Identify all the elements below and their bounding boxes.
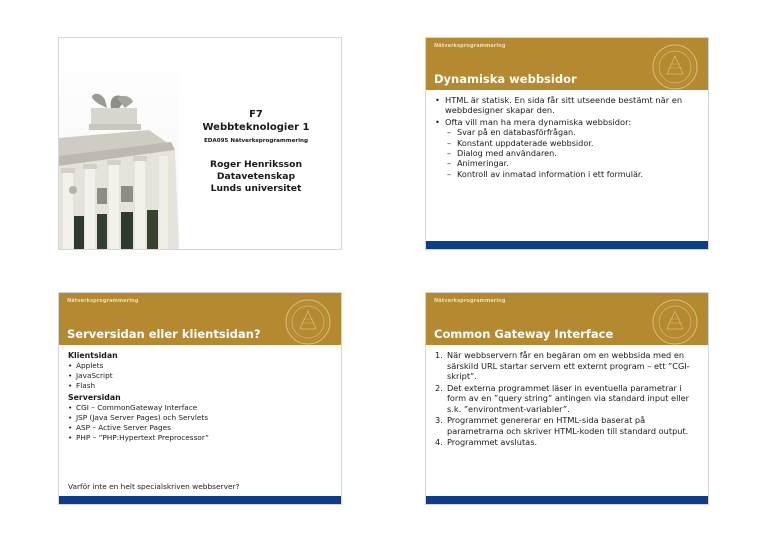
slide-body bbox=[435, 95, 700, 180]
slide-body bbox=[68, 350, 333, 443]
bullet-item: • Flash bbox=[68, 381, 333, 391]
bullet-item: • ASP – Active Server Pages bbox=[68, 423, 333, 433]
sub-bullet-item: – Svar på en databasförfrågan. bbox=[447, 127, 700, 137]
university-name: Lunds universitet bbox=[210, 183, 302, 194]
bullet-item: • HTML är statisk. En sida får sitt utseende bestämt när en webbdesigner skapar den. bbox=[435, 95, 700, 116]
course-kicker: Nätverksprogrammering bbox=[67, 298, 139, 304]
lecture-title: Webbteknologier 1 bbox=[202, 122, 310, 133]
numbered-step: 3. Programmet genererar en HTML-sida baserat på parametrarna och skriver HTML-koden till standard output. bbox=[435, 415, 689, 436]
lecture-number: F7 bbox=[249, 109, 263, 120]
slide-footer-bar bbox=[59, 496, 341, 504]
slide-title bbox=[58, 37, 342, 250]
slide-footer-bar bbox=[426, 241, 708, 249]
lund-university-seal-icon bbox=[283, 297, 333, 347]
course-kicker: Nätverksprogrammering bbox=[434, 298, 506, 304]
client-side-heading: Klientsidan bbox=[68, 351, 118, 360]
bullet-item: • Applets bbox=[68, 361, 333, 371]
slide-header bbox=[426, 38, 708, 90]
slide-footer-bar bbox=[426, 496, 708, 504]
bullet-item: • JSP (Java Server Pages) och Servlets bbox=[68, 413, 333, 423]
slide-common-gateway-interface bbox=[425, 292, 709, 505]
slide-title: Common Gateway Interface bbox=[434, 327, 614, 341]
author-name: Roger Henriksson bbox=[210, 159, 302, 170]
bullet-item: • CGI – CommonGateway Interface bbox=[68, 403, 333, 413]
slide-body bbox=[435, 350, 700, 449]
title-block bbox=[169, 108, 342, 195]
slide-title: Serversidan eller klientsidan? bbox=[67, 327, 261, 341]
sub-bullet-item: – Dialog med användaren. bbox=[447, 148, 700, 158]
slide-server-or-client bbox=[58, 292, 342, 505]
bullet-item: • PHP – ”PHP:Hypertext Preprocessor” bbox=[68, 433, 333, 443]
numbered-step: 4. Programmet avslutas. bbox=[435, 437, 538, 447]
bullet-item: • JavaScript bbox=[68, 371, 333, 381]
course-name: EDA095 Nätverksprogrammering bbox=[203, 138, 309, 144]
closing-question: Varför inte en helt specialskriven webbserver? bbox=[68, 482, 240, 491]
author-block bbox=[169, 159, 342, 195]
sub-bullet-item: – Kontroll av inmatad information i ett formulär. bbox=[447, 169, 700, 179]
slide-header bbox=[59, 293, 341, 345]
slide-dynamic-webpages bbox=[425, 37, 709, 250]
numbered-step: 1. När webbservern får en begäran om en webbsida med en särskild URL startar servern ett externt program – ett ”CGI-skript”. bbox=[435, 350, 690, 381]
university-building-photo bbox=[59, 38, 179, 250]
sub-bullet-item: – Animeringar. bbox=[447, 158, 700, 168]
lund-university-seal-icon bbox=[650, 42, 700, 92]
bullet-item: • Ofta vill man ha mera dynamiska webbsidor: – Svar på en databasförfrågan. – Konstant uppdaterade webbsidor. – Dialog med användaren. – Animeringar. – Kontroll av inmatad information i ett formulär. bbox=[435, 117, 700, 179]
sub-bullet-item: – Konstant uppdaterade webbsidor. bbox=[447, 138, 700, 148]
slide-header bbox=[426, 293, 708, 345]
department-name: Datavetenskap bbox=[216, 171, 296, 182]
lund-university-seal-icon bbox=[650, 297, 700, 347]
course-kicker: Nätverksprogrammering bbox=[434, 43, 506, 49]
numbered-step: 2. Det externa programmet läser in eventuella parametrar i form av en ”query string” antingen via standard input eller s.k. ”environtment-variabler”. bbox=[435, 382, 690, 414]
slide-title: Dynamiska webbsidor bbox=[434, 72, 577, 86]
server-side-heading: Serversidan bbox=[68, 392, 121, 402]
